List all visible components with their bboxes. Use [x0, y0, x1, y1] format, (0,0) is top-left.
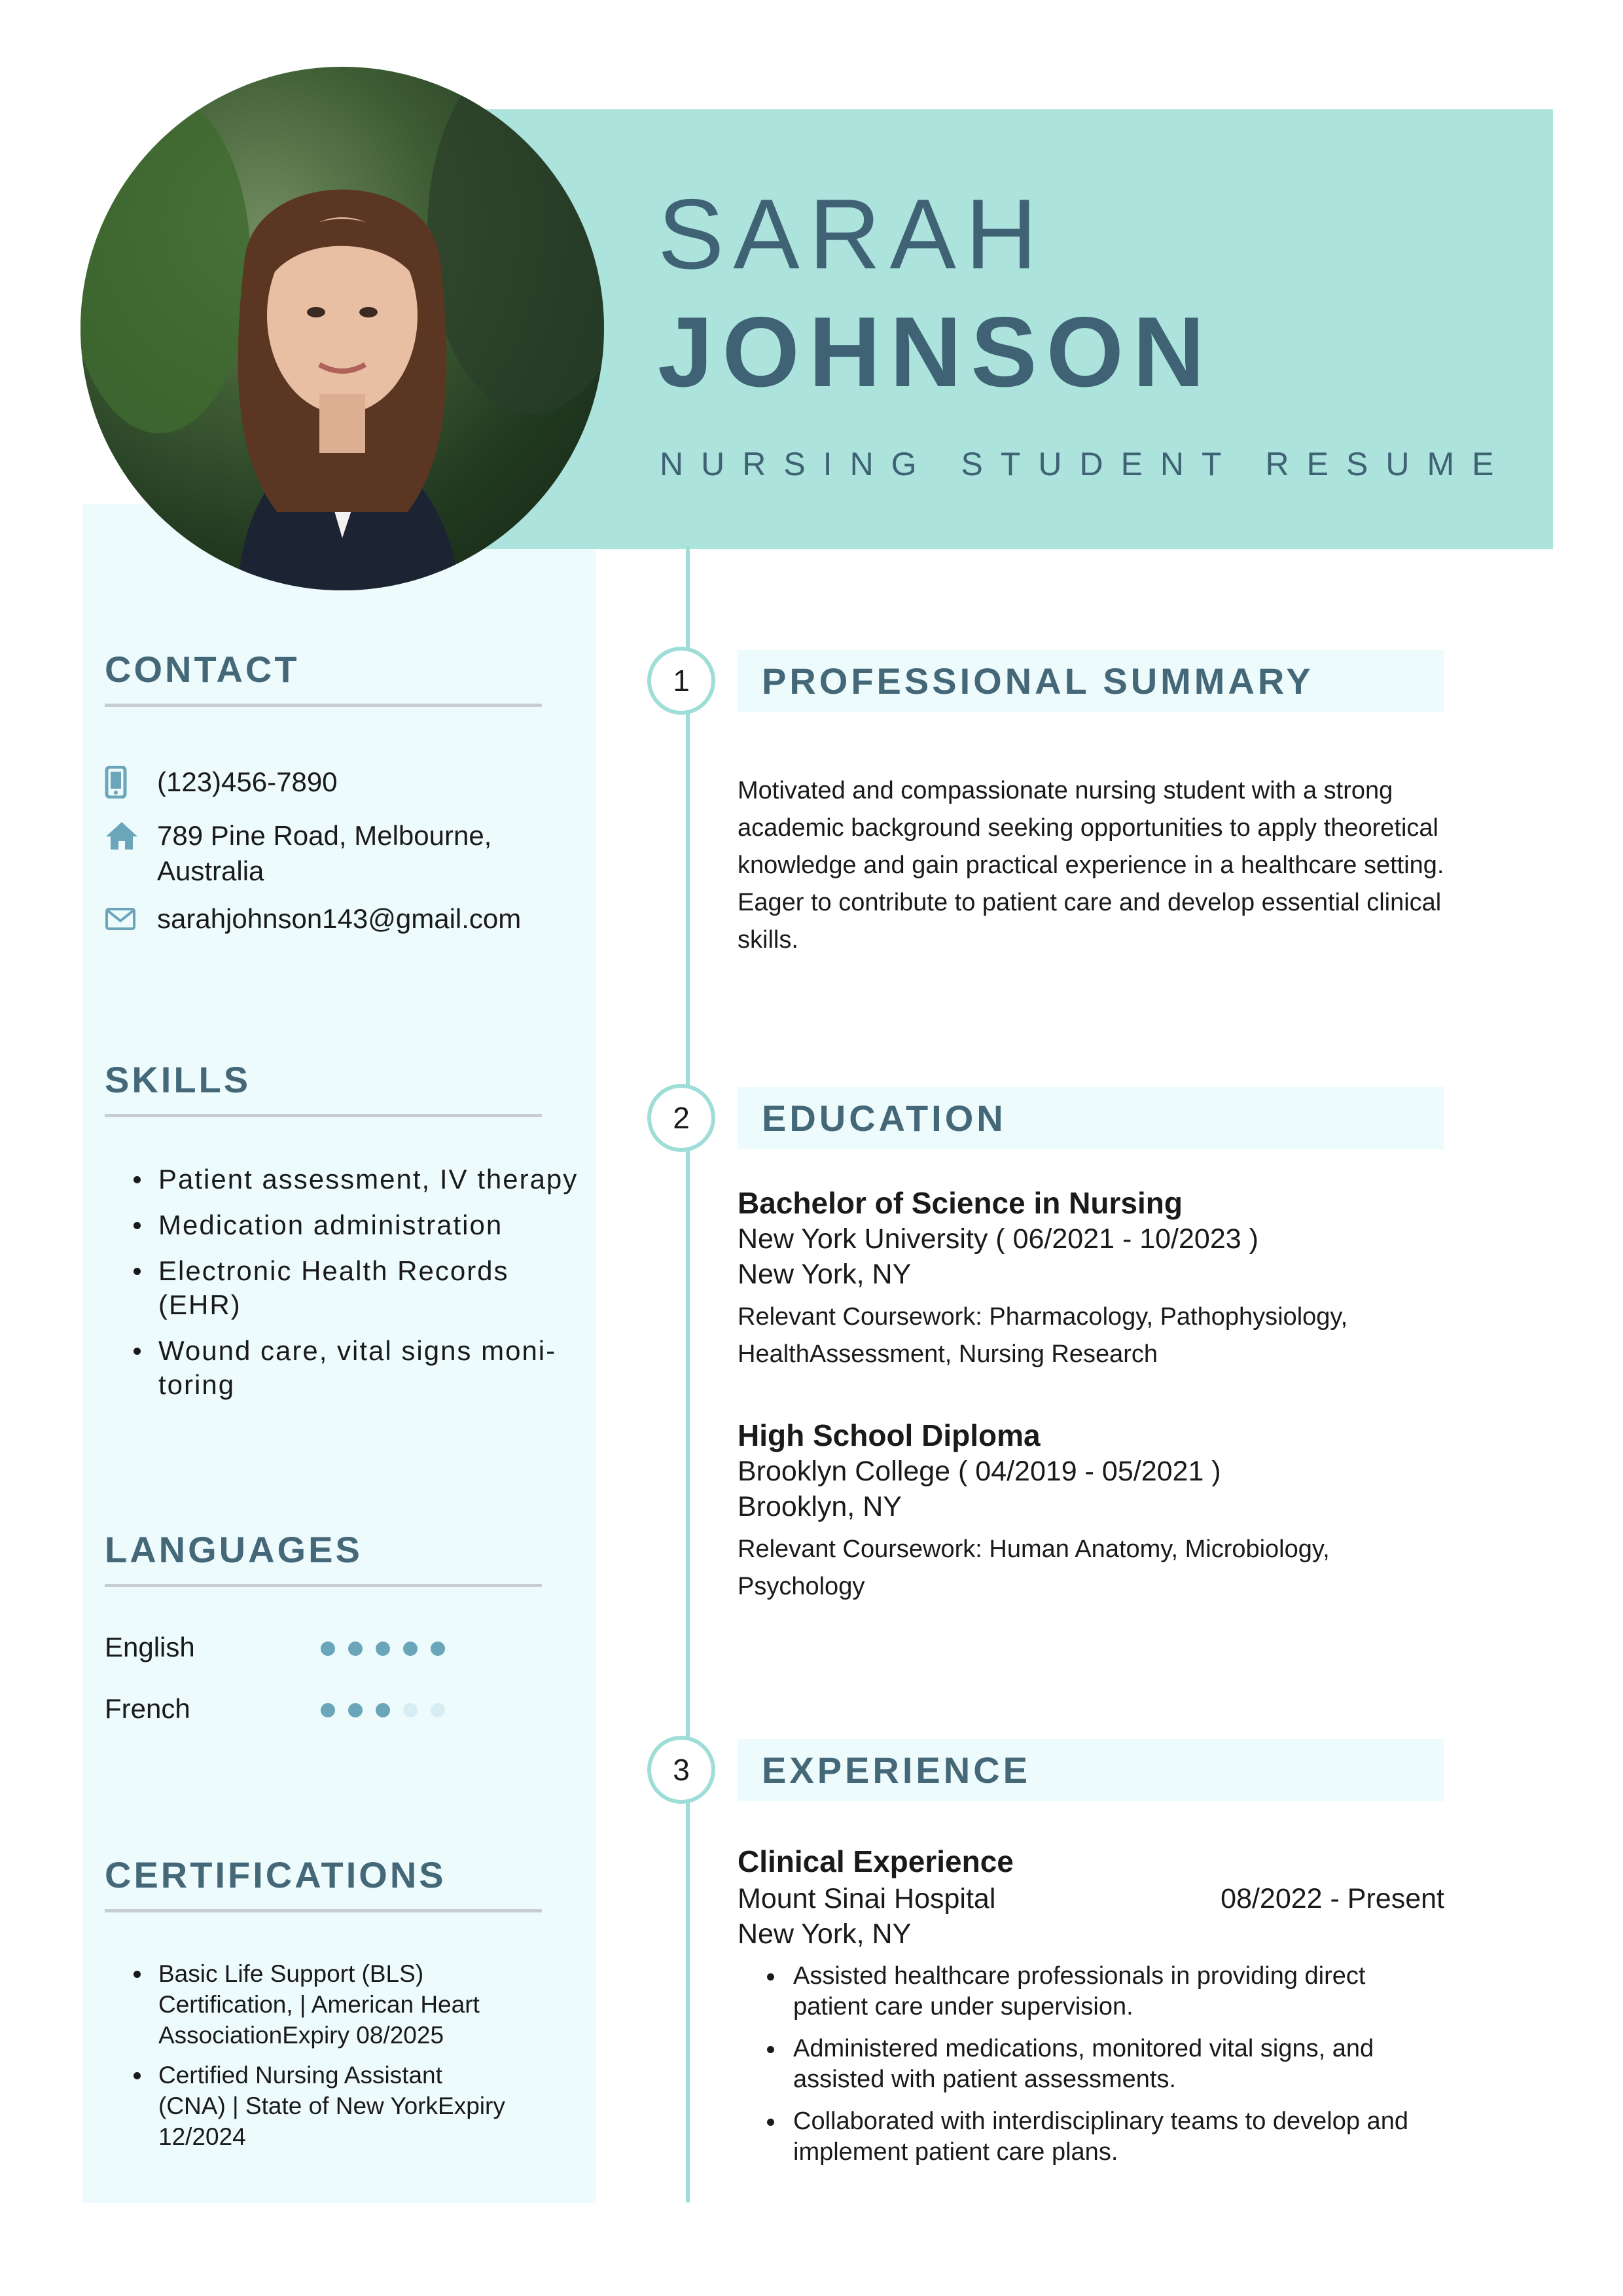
education-entry — [738, 1417, 1444, 1605]
language-level-english — [321, 1641, 445, 1656]
proficiency-dot-empty — [403, 1703, 418, 1717]
proficiency-dot-filled — [376, 1641, 390, 1656]
certification-item: Basic Life Support (BLS) Certification, | American Heart AssociationExpiry 08/2025 — [131, 1958, 550, 2051]
language-level-french — [321, 1703, 445, 1717]
contact-phone — [105, 764, 338, 800]
school-location: Brooklyn, NY — [738, 1491, 902, 1522]
step-marker-1: 1 — [647, 647, 715, 715]
address-line-1: 789 Pine Road, Melbourne, — [157, 820, 492, 851]
job-location: New York, NY — [738, 1918, 912, 1950]
experience-item: Assisted healthcare professionals in providing direct patient care under supervision. — [764, 1961, 1445, 2022]
certification-item: Certified Nursing Assistant (CNA) | State of New YorkExpiry 12/2024 — [131, 2060, 550, 2152]
job-dates: 08/2022 - Present — [1221, 1883, 1444, 1914]
school-name: New York University ( 06/2021 - 10/2023 ) — [738, 1223, 1258, 1255]
languages-heading: LANGUAGES — [105, 1528, 542, 1587]
mail-icon — [105, 901, 141, 937]
degree-title: Bachelor of Science in Nursing — [738, 1186, 1183, 1220]
school-location: New York, NY — [738, 1259, 912, 1290]
job-title: Clinical Experience — [738, 1844, 1014, 1878]
job-organization-row — [738, 1881, 1444, 1916]
proficiency-dot-empty — [431, 1703, 445, 1717]
profile-photo — [80, 67, 604, 590]
timeline-line — [686, 547, 690, 2202]
experience-bullets — [764, 1961, 1445, 2179]
coursework: Relevant Coursework: Pharmacology, Pathophysiology, HealthAssessment, Nursing Research — [738, 1303, 1348, 1368]
proficiency-dot-filled — [321, 1703, 335, 1717]
language-name-english: English — [105, 1632, 195, 1662]
phone-number[interactable]: (123)456-7890 — [157, 766, 338, 797]
email-address[interactable]: sarahjohnson143@gmail.com — [157, 903, 522, 934]
experience-heading: EXPERIENCE — [738, 1739, 1444, 1801]
proficiency-dot-filled — [348, 1703, 363, 1717]
address-line-2: Australia — [157, 855, 264, 886]
proficiency-dot-filled — [376, 1703, 390, 1717]
proficiency-dot-filled — [348, 1641, 363, 1656]
summary-heading: PROFESSIONAL SUMMARY — [738, 650, 1444, 712]
first-name: SARAH — [658, 179, 1046, 290]
step-marker-2: 2 — [647, 1084, 715, 1152]
experience-item: Administered medications, monitored vital signs, and assisted with patient assessments. — [764, 2034, 1445, 2095]
school-name: Brooklyn College ( 04/2019 - 05/2021 ) — [738, 1456, 1221, 1487]
skills-heading: SKILLS — [105, 1058, 542, 1117]
contact-address — [105, 818, 491, 889]
proficiency-dot-filled — [403, 1641, 418, 1656]
skills-list — [131, 1162, 589, 1414]
summary-text: Motivated and compassionate nursing student with a strong academic background seeking opportunities to apply theoretical knowledge and gain practical experience in a healthcare setting. Eager to contribute to patient care and develop essential clinical skills. — [738, 777, 1444, 954]
certifications-list — [131, 1958, 550, 2161]
education-heading: EDUCATION — [738, 1087, 1444, 1149]
organization-name: Mount Sinai Hospital — [738, 1883, 996, 1914]
profile-photo-illustration — [80, 67, 604, 590]
resume-subtitle: NURSING STUDENT RESUME — [660, 446, 1512, 482]
contact-email — [105, 901, 521, 937]
skill-item: Patient assessment, IV therapy — [131, 1162, 589, 1196]
last-name: JOHNSON — [658, 296, 1214, 408]
phone-icon — [105, 764, 141, 800]
home-icon — [105, 818, 141, 853]
experience-item: Collaborated with interdisciplinary teams to develop and implement patient care plans. — [764, 2106, 1445, 2168]
skill-item: Wound care, vital signs moni- toring — [131, 1334, 589, 1402]
skill-item: Medication administration — [131, 1208, 589, 1242]
certifications-heading: CERTIFICATIONS — [105, 1854, 542, 1912]
degree-title: High School Diploma — [738, 1418, 1041, 1452]
proficiency-dot-filled — [431, 1641, 445, 1656]
language-name-french: French — [105, 1693, 190, 1724]
proficiency-dot-filled — [321, 1641, 335, 1656]
skill-item: Electronic Health Records (EHR) — [131, 1254, 589, 1322]
step-marker-3: 3 — [647, 1736, 715, 1804]
education-entry — [738, 1185, 1444, 1373]
contact-heading: CONTACT — [105, 648, 542, 707]
coursework: Relevant Coursework: Human Anatomy, Microbiology, Psychology — [738, 1535, 1330, 1600]
